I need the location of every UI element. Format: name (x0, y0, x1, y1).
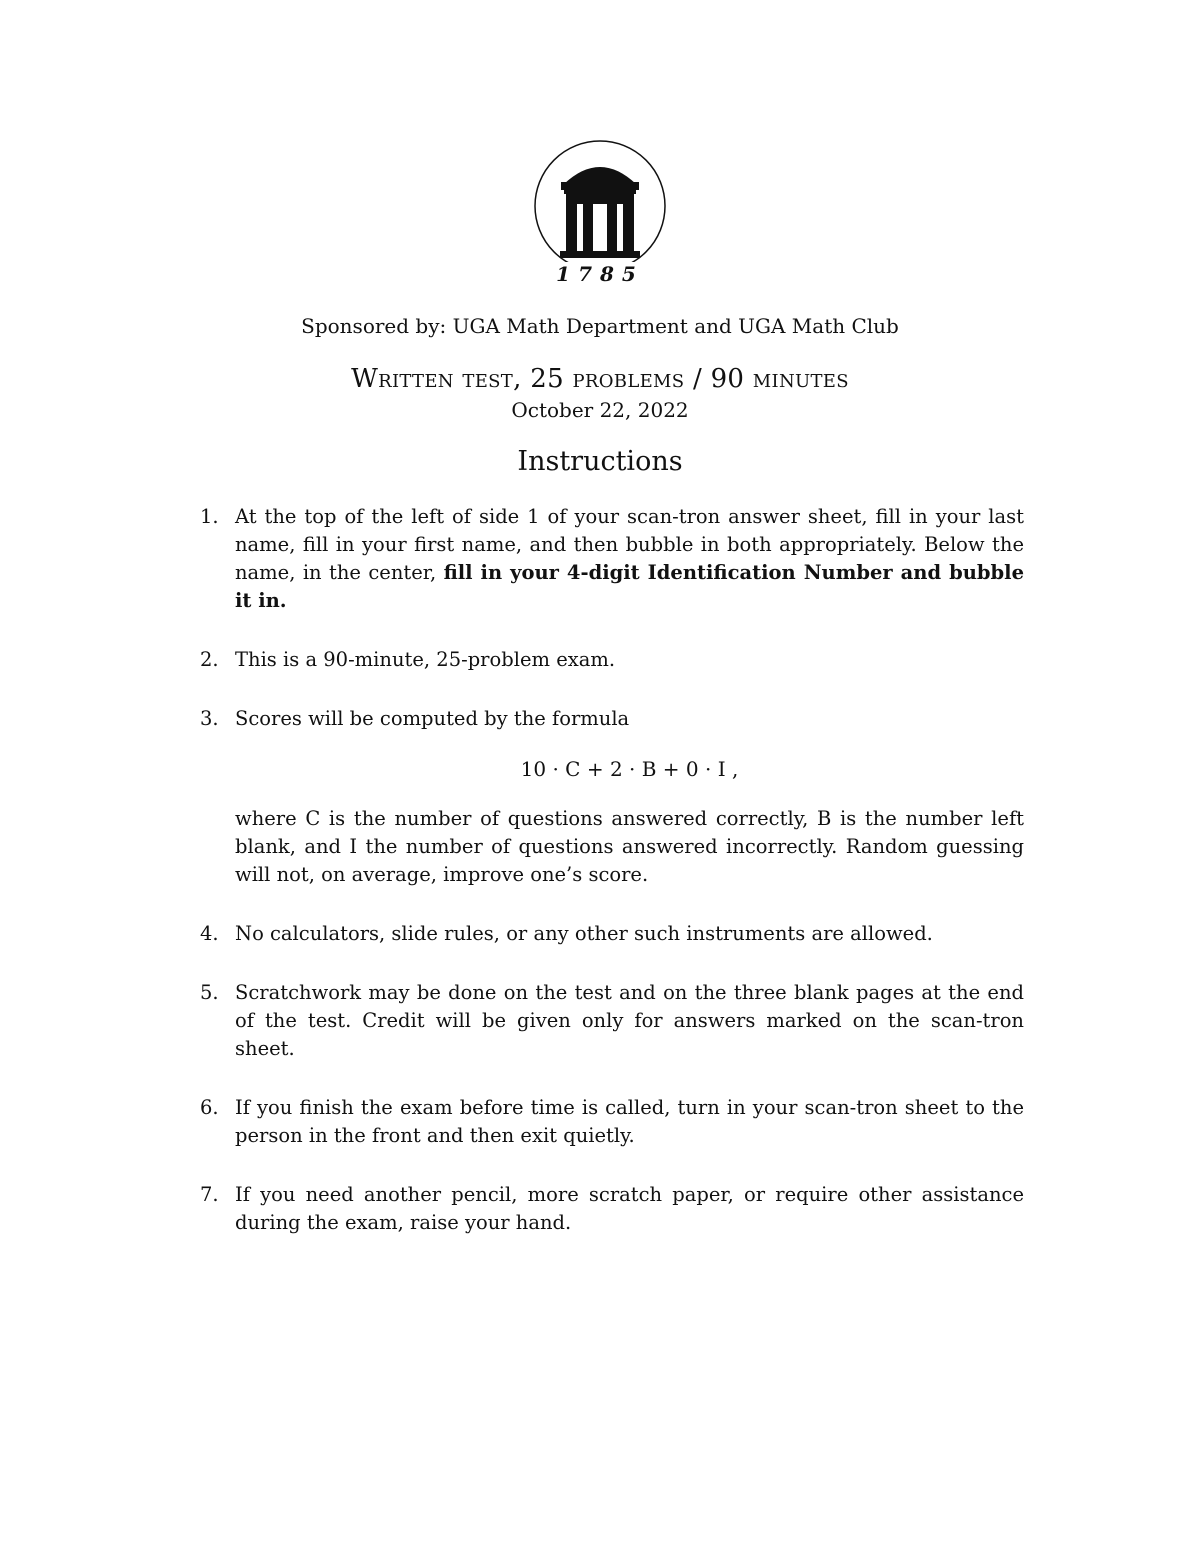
score-formula: 10 · C + 2 · B + 0 · I , (520, 757, 739, 781)
item-text: If you need another pencil, more scratch paper, or require other assistance during the exam, raise your hand. (235, 1183, 1024, 1234)
instruction-item-3 (200, 705, 1024, 889)
instruction-item-7 (200, 1181, 1024, 1237)
item-text: Scratchwork may be done on the test and on the three blank pages at the end of the test. Credit will be given only for answers marked on the scan-tron sheet. (235, 981, 1024, 1060)
item-text: If you finish the exam before time is called, turn in your scan-tron sheet to the person in the front and then exit quietly. (235, 1096, 1024, 1147)
instructions-heading: Instructions (517, 446, 683, 477)
item-bold-text: fill in your 4-digit Identification Number and bubble it in. (235, 561, 1024, 612)
exam-title: Written test, 25 problems / 90 minutes (351, 364, 849, 394)
exam-date: October 22, 2022 (511, 398, 689, 422)
item-number: 1. (200, 505, 219, 528)
item-text: This is a 90-minute, 25-problem exam. (235, 648, 616, 671)
item-number: 7. (200, 1183, 219, 1206)
item-number: 6. (200, 1096, 219, 1119)
sponsor-line: Sponsored by: UGA Math Department and UGA Math Club (301, 314, 899, 338)
item-number: 4. (200, 922, 219, 945)
item-text: Scores will be computed by the formula (235, 707, 630, 730)
arch-seal-icon (530, 140, 670, 288)
item-text: No calculators, slide rules, or any other such instruments are allowed. (235, 922, 933, 945)
instructions-list (200, 503, 1024, 1268)
instruction-item-5 (200, 979, 1024, 1063)
instruction-item-2 (200, 646, 1024, 674)
item-text-after: where C is the number of questions answered correctly, B is the number left blank, and I the number of questions answered incorrectly. Random guessing will not, on average, improve one’s score. (235, 807, 1024, 886)
item-number: 2. (200, 648, 219, 671)
instruction-item-1 (200, 503, 1024, 615)
item-number: 5. (200, 981, 219, 1004)
instruction-item-6 (200, 1094, 1024, 1150)
instruction-item-4 (200, 920, 1024, 948)
item-number: 3. (200, 707, 219, 730)
seal-year: 1785 (556, 262, 644, 286)
item-text: At the top of the left of side 1 of your scan-tron answer sheet, fill in your last name, fill in your first name, and then bubble in both appropriately. Below the name, in the center, (235, 505, 1024, 584)
